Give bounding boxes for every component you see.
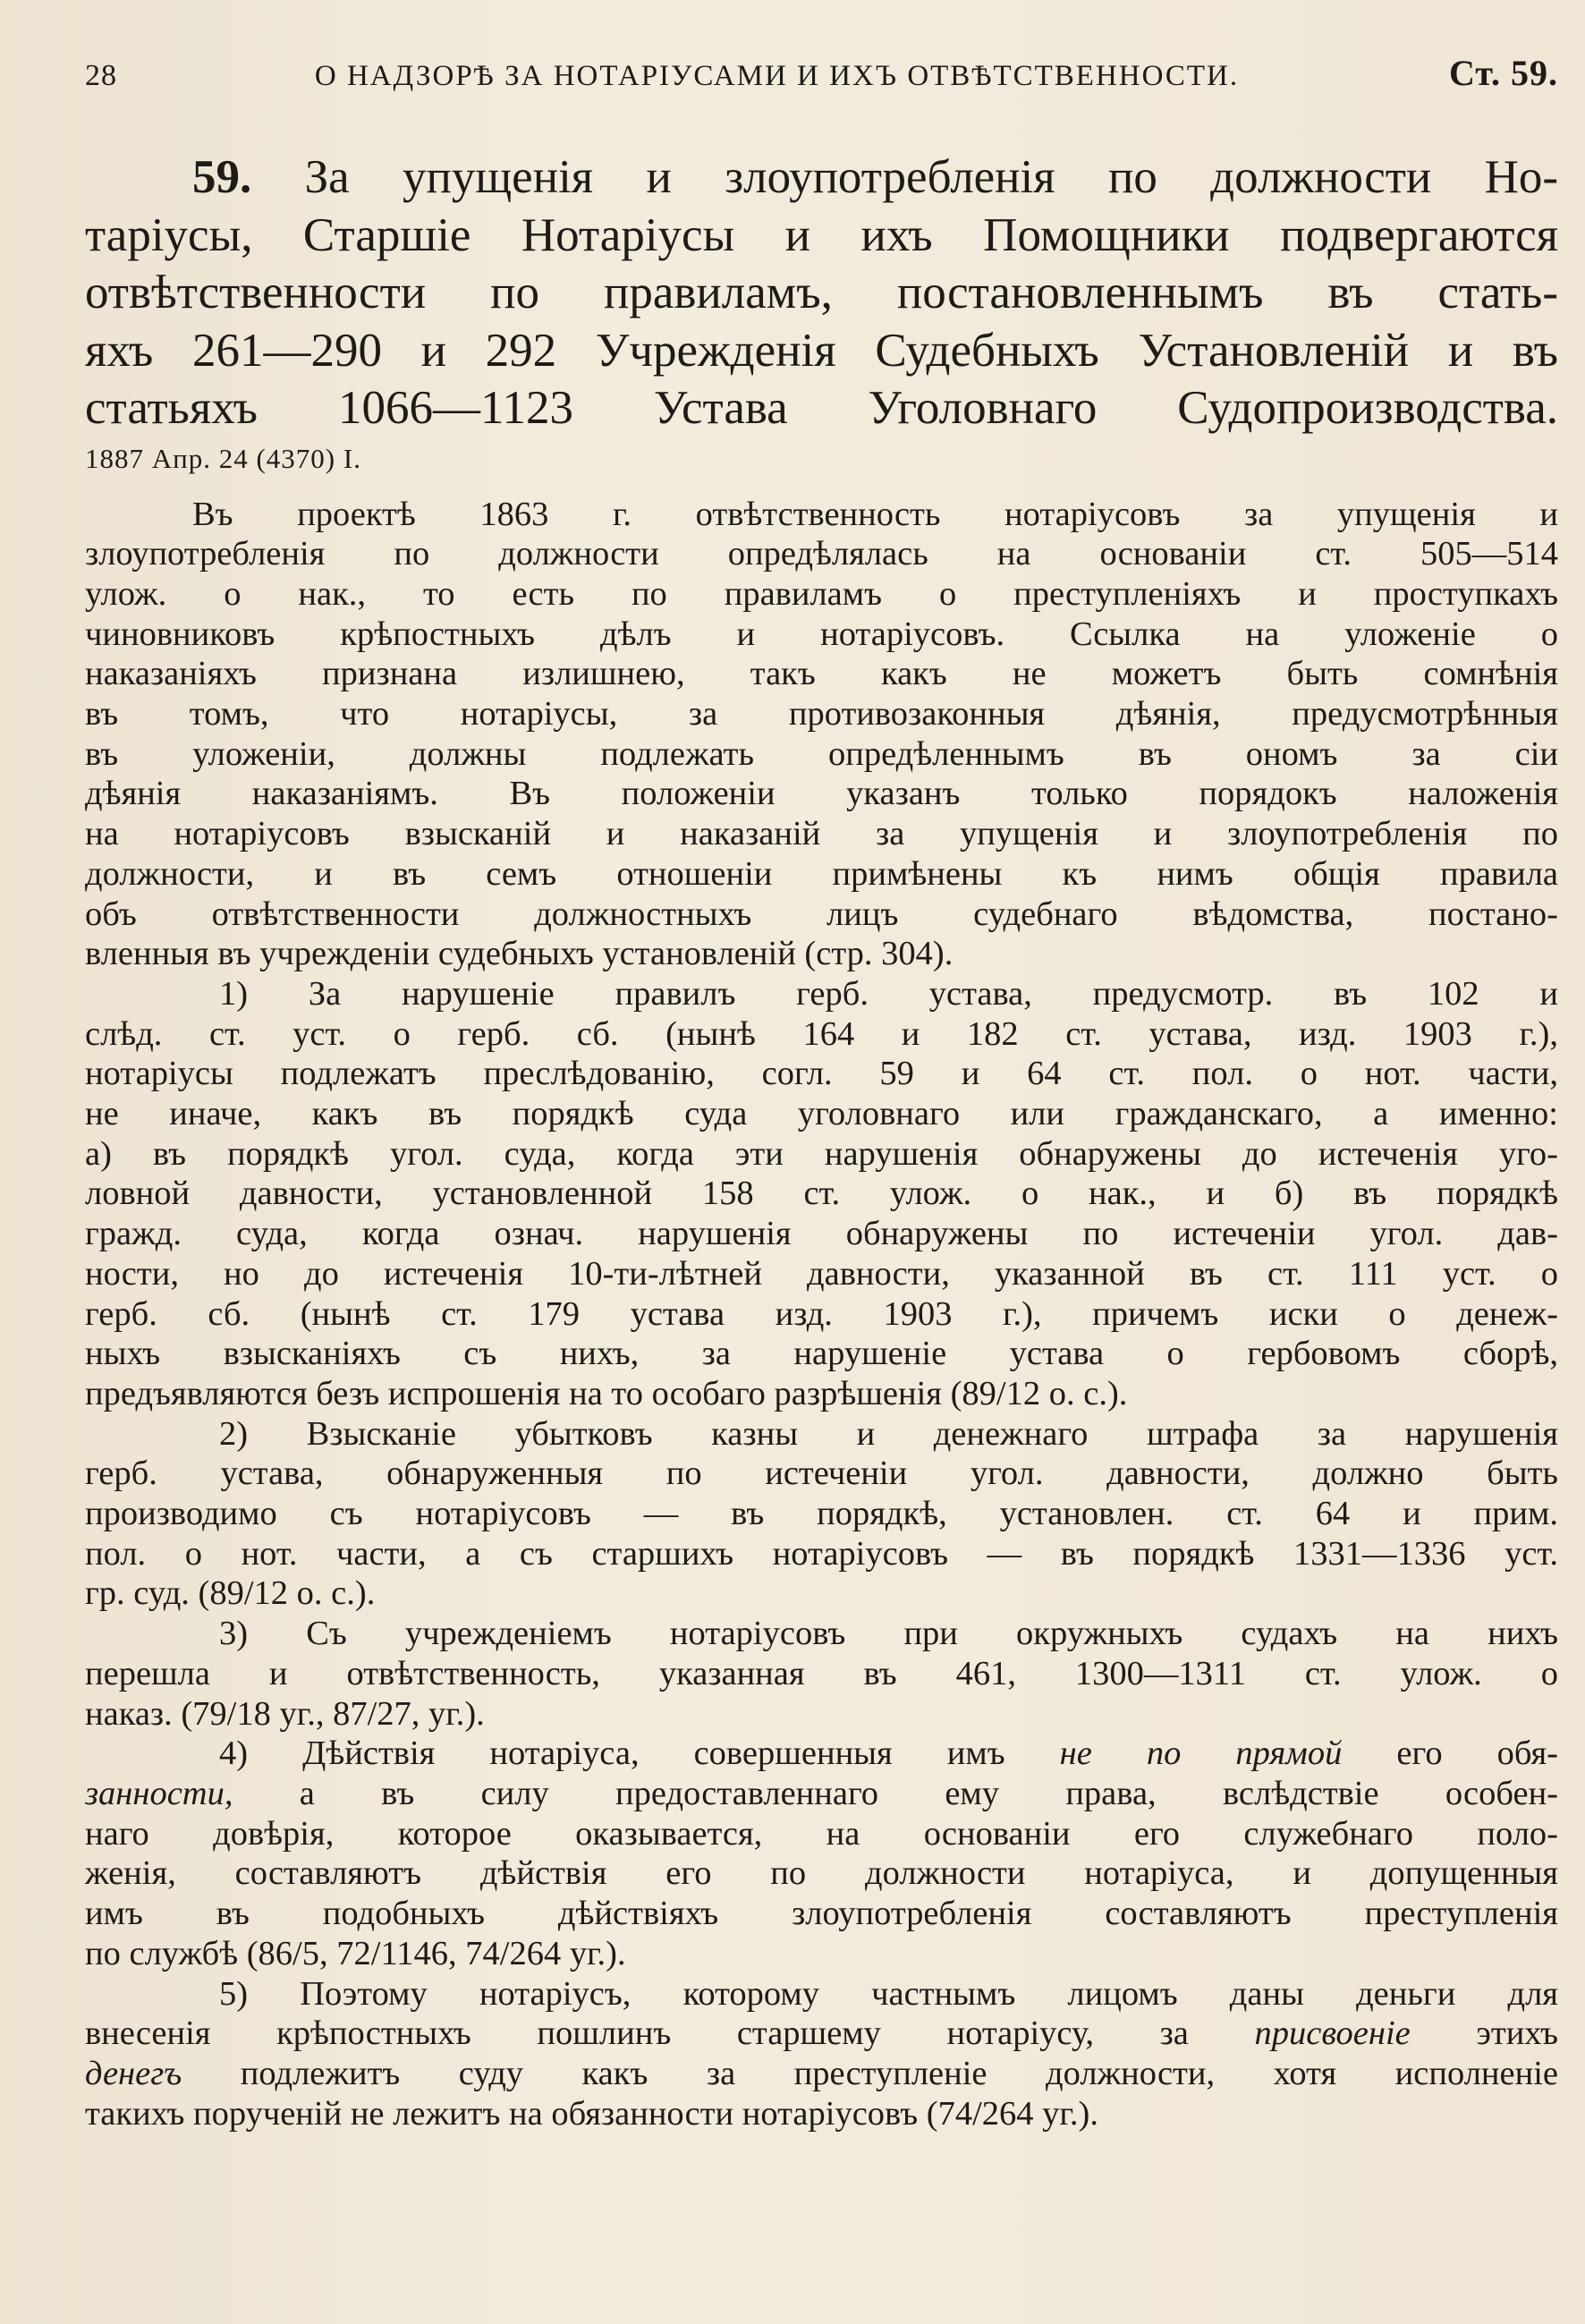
commentary-line: должности, и въ семъ отношеніи примѣнены къ нимъ общія правила	[85, 854, 1558, 893]
note-4-line: наго довѣрія, которое оказывается, на основаніи его служебнаго поло-	[85, 1814, 1558, 1853]
note-5-text: подлежитъ суду какъ за преступленіе должности, хотя исполненіе	[182, 2054, 1558, 2092]
note-4-text: а въ силу предоставленнаго ему права, вслѣдствіе особен-	[233, 1775, 1558, 1812]
note-4-line: по службѣ (86/5, 72/1146, 74/264 уг.).	[85, 1934, 626, 1972]
commentary-line: въ томъ, что нотаріусы, за противозаконныя дѣянія, предусмотрѣнныя	[85, 695, 1558, 734]
note-1-line: предъявляются безъ испрошенія на то особаго разрѣшенія (89/12 о. с.).	[85, 1374, 1128, 1412]
note-2-line: 2) Взысканіе убытковъ казны и денежнаго штрафа за нарушенія	[219, 1414, 1558, 1453]
note-1-line: гражд. суда, когда означ. нарушенія обнаружены по истеченіи угол. дав-	[85, 1215, 1558, 1253]
commentary-line: въ уложеніи, должны подлежать опредѣленнымъ въ ономъ за сіи	[85, 734, 1558, 773]
commentary-line: на нотаріусовъ взысканій и наказаній за упущенія и злоупотребленія по	[85, 815, 1558, 853]
running-title: О НАДЗОРѢ ЗА НОТАРІУСАМИ И ИХЪ ОТВѢТСТВЕННОСТИ.	[314, 60, 1240, 92]
note-5-line: 5) Поэтому нотаріусъ, которому частнымъ лицомъ даны деньги для	[219, 1974, 1558, 2013]
note-4-text: его обя-	[1342, 1735, 1558, 1773]
page-header	[85, 52, 1558, 109]
note-4-line: имъ въ подобныхъ дѣйствіяхъ злоупотребленія составляютъ преступленія	[85, 1895, 1558, 1933]
note-4-italic: не по прямой	[1059, 1735, 1343, 1773]
note-2-line: производимо съ нотаріусовъ — въ порядкѣ, установлен. ст. 64 и прим.	[85, 1495, 1558, 1533]
article-line: таріусы, Старшіе Нотаріусы и ихъ Помощники подвергаются	[85, 208, 1558, 261]
note-2-line: гр. суд. (89/12 о. с.).	[85, 1574, 376, 1613]
note-4-text: 4) Дѣйствія нотаріуса, совершенныя имъ	[219, 1735, 1060, 1773]
article-line: отвѣтственности по правиламъ, постановленнымъ въ стать-	[85, 267, 1558, 318]
note-3-line: наказ. (79/18 уг., 87/27, уг.).	[85, 1694, 485, 1733]
note-2-line: герб. устава, обнаруженныя по истеченіи угол. давности, должно быть	[85, 1455, 1558, 1493]
note-4-line: женія, составляютъ дѣйствія его по должности нотаріуса, и допущенныя	[85, 1854, 1558, 1893]
article-line: яхъ 261—290 и 292 Учрежденія Судебныхъ Установленій и въ	[85, 324, 1558, 377]
article-line: статьяхъ 1066—1123 Устава Уголовнаго Судопроизводства.	[85, 382, 1558, 434]
note-5-line	[85, 2014, 1558, 2054]
commentary	[85, 495, 1558, 2134]
article-source: 1887 Апр. 24 (4370) I.	[85, 442, 361, 474]
note-5-line	[85, 2054, 1558, 2094]
note-3-line: перешла и отвѣтственность, указанная въ 461, 1300—1311 ст. улож. о	[85, 1654, 1558, 1692]
note-4-line	[85, 1734, 1558, 1774]
note-5-text: внесенія крѣпостныхъ пошлинъ старшему нотаріусу, за	[85, 2014, 1255, 2053]
note-2-line: пол. о нот. части, а съ старшихъ нотаріусовъ — въ порядкѣ 1331—1336 уст.	[85, 1534, 1558, 1573]
commentary-line: Въ проектѣ 1863 г. отвѣтственность нотаріусовъ за упущенія и	[192, 495, 1558, 533]
commentary-line: улож. о нак., то есть по правиламъ о преступленіяхъ и проступкахъ	[85, 574, 1558, 613]
note-5-text: этихъ	[1410, 2014, 1558, 2053]
note-1-line: герб. сб. (нынѣ ст. 179 устава изд. 1903 г.), причемъ иски о денеж-	[85, 1294, 1558, 1333]
note-1-line: не иначе, какъ въ порядкѣ суда уголовнаго или гражданскаго, а именно:	[85, 1095, 1558, 1133]
note-1-line: нотаріусы подлежатъ преслѣдованію, согл. 59 и 64 ст. пол. о нот. части,	[85, 1055, 1558, 1093]
note-1-line: ныхъ взысканіяхъ съ нихъ, за нарушеніе устава о гербовомъ сборѣ,	[85, 1335, 1558, 1373]
note-5-line: такихъ порученій не лежитъ на обязанности нотаріусовъ (74/264 уг.).	[85, 2094, 1098, 2133]
note-1-line: слѣд. ст. уст. о герб. сб. (нынѣ 164 и 182 ст. устава, изд. 1903 г.),	[85, 1014, 1558, 1053]
article-59	[85, 148, 1558, 437]
commentary-line: дѣянія наказаніямъ. Въ положеніи указанъ только порядокъ наложенія	[85, 775, 1558, 813]
note-1-line: ловной давности, установленной 158 ст. улож. о нак., и б) въ порядкѣ	[85, 1175, 1558, 1213]
article-number: 59.	[192, 151, 252, 203]
commentary-line: наказаніяхъ признана излишнею, такъ какъ не можетъ быть сомнѣнія	[85, 655, 1558, 693]
commentary-line: вленныя въ учрежденіи судебныхъ установленій (стр. 304).	[85, 935, 954, 973]
note-4-line	[85, 1774, 1558, 1814]
article-line-text: За упущенія и злоупотребленія по должности Но-	[304, 151, 1558, 203]
page-number: 28	[85, 59, 117, 92]
note-5-italic: присвоеніе	[1254, 2014, 1411, 2053]
note-5-italic: денегъ	[85, 2054, 182, 2092]
commentary-line: объ отвѣтственности должностныхъ лицъ судебнаго вѣдомства, постано-	[85, 895, 1558, 933]
note-3-line: 3) Съ учрежденіемъ нотаріусовъ при окружныхъ судахъ на нихъ	[219, 1615, 1558, 1653]
commentary-line: злоупотребленія по должности опредѣлялась на основаніи ст. 505—514	[85, 535, 1558, 573]
note-1-line: 1) За нарушеніе правилъ герб. устава, предусмотр. въ 102 и	[219, 974, 1558, 1013]
article-label: Ст. 59.	[1449, 53, 1558, 93]
commentary-line: чиновниковъ крѣпостныхъ дѣлъ и нотаріусовъ. Ссылка на уложеніе о	[85, 615, 1558, 653]
note-1-line: ности, но до истеченія 10-ти-лѣтней давности, указанной въ ст. 111 уст. о	[85, 1254, 1558, 1293]
article-line	[85, 148, 1558, 207]
note-1-line: а) въ порядкѣ угол. суда, когда эти нарушенія обнаружены до истеченія уго-	[85, 1134, 1558, 1173]
note-4-italic: занности,	[85, 1775, 233, 1812]
